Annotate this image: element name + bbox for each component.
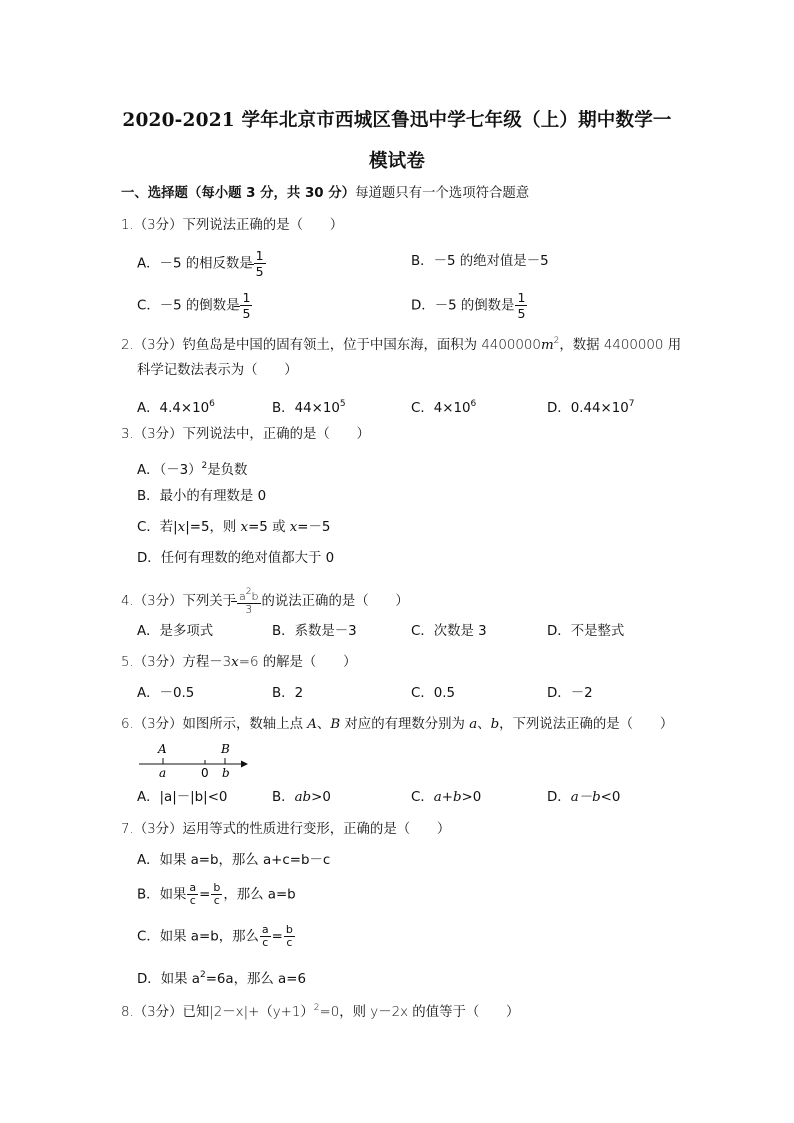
fraction-denominator: c	[286, 936, 293, 949]
q6-sep2: 、	[477, 717, 491, 732]
q8-stem-text-post: =0，则 y－2x 的值等于（ ）	[319, 1005, 520, 1020]
fraction-numerator: 1	[242, 290, 251, 305]
q2-unit-exponent: 2	[553, 336, 560, 346]
q2-b-text: B．44×10	[272, 401, 340, 416]
q4-option-a: A．是多项式	[137, 624, 214, 639]
q4-stem-text: 4.（3分）下列关于	[121, 594, 237, 609]
q6-point-a: A	[307, 717, 317, 732]
q5-option-b: B．2	[272, 686, 304, 701]
exam-title-line1: 2020-2021 学年北京市西城区鲁迅中学七年级（上）期中数学一	[122, 110, 672, 131]
fraction-denominator: 5	[255, 264, 264, 279]
q7-b-fraction-left	[187, 882, 198, 907]
q5-option-c: C．0.5	[411, 686, 456, 701]
q2-d-exponent: 7	[628, 399, 635, 409]
q7-b-text: B．如果	[137, 887, 187, 903]
q7-option-a: A．如果 a=b，那么 a+c=b－c	[137, 853, 331, 868]
number-line-label-B: B	[221, 742, 230, 756]
q7-option-c	[137, 924, 296, 949]
q2-c-exponent: 6	[470, 399, 477, 409]
q6-option-b	[272, 788, 331, 808]
q3-a-text: A．（－3）	[137, 463, 202, 478]
q7-c-text: C．如果 a=b，那么	[137, 929, 259, 945]
q4-option-c: C．次数是 3	[411, 624, 487, 639]
q3-option-d: D．任何有理数的绝对值都大于 0	[137, 551, 335, 566]
q2-c-text: C．4×10	[411, 401, 471, 416]
fraction-numerator: 1	[255, 248, 264, 263]
q1-option-b: B．－5 的绝对值是－5	[411, 254, 549, 269]
q3-option-a	[137, 456, 247, 481]
exam-title-line2: 模试卷	[368, 151, 426, 172]
q2-b-exponent: 5	[339, 399, 346, 409]
q2-d-text: D．0.44×10	[547, 401, 629, 416]
fraction-denominator: 5	[242, 306, 251, 321]
q6-d-var: a－b	[570, 790, 601, 805]
q6-stem-text: 6.（3分）如图所示，数轴上点	[121, 717, 308, 732]
fraction-denominator: c	[189, 894, 196, 907]
q1-d-fraction	[515, 290, 527, 321]
q3-c-text2: |=5，则	[185, 520, 241, 535]
q7-c-equals: =	[271, 929, 283, 945]
q6-stem-text2: 对应的有理数分别为	[340, 717, 470, 732]
q5-option-a: A．－0.5	[137, 686, 195, 701]
q1-option-d	[411, 290, 528, 321]
q3-c-var: x	[177, 520, 186, 535]
q4-stem	[121, 586, 409, 616]
q7-b-equals: =	[199, 887, 211, 903]
fraction-numerator: 1	[517, 290, 526, 305]
q2-stem-text-post: ，数据 4400000 用	[559, 338, 682, 353]
q1-d-text: D．－5 的倒数是	[411, 298, 515, 314]
q6-d-post: <0	[600, 790, 621, 805]
q8-stem	[121, 998, 519, 1023]
q3-a-text-post: 是负数	[207, 463, 248, 478]
q3-stem: 3.（3分）下列说法中，正确的是（ ）	[121, 427, 370, 442]
fraction-numerator: b	[213, 881, 221, 894]
section-heading-main: 一、选择题（每小题 3 分，共 30 分）	[121, 186, 356, 201]
number-line-tick-label-a: a	[159, 766, 167, 780]
number-line-arrow-icon	[241, 761, 248, 768]
q1-c-fraction	[240, 290, 252, 321]
section-heading	[121, 184, 529, 204]
q7-d-exponent: 2	[199, 970, 206, 980]
q6-d-prefix: D．	[547, 790, 571, 805]
fraction-numerator	[237, 586, 260, 603]
q6-c-prefix: C．	[411, 790, 434, 805]
q8-exponent: 2	[313, 1003, 320, 1013]
q6-option-a: A．|a|－|b|<0	[137, 790, 228, 805]
q6-var-a: a	[469, 717, 478, 732]
fraction-numerator: a	[189, 881, 197, 894]
q7-stem: 7.（3分）运用等式的性质进行变形，正确的是（ ）	[121, 822, 451, 837]
q2-a-exponent: 6	[209, 399, 215, 409]
q4-option-b: B．系数是－3	[272, 624, 357, 639]
q2-stem-text: 2.（3分）钓鱼岛是中国的固有领土，位于中国东海，面积为 4400000	[121, 338, 541, 353]
q2-option-d	[547, 394, 635, 419]
q3-option-c	[137, 518, 330, 538]
q6-option-c	[411, 788, 481, 808]
q1-option-a	[137, 248, 267, 279]
q7-d-text: D．如果 a	[137, 972, 200, 987]
fraction-numerator: b	[285, 923, 293, 936]
q1-option-c	[137, 290, 253, 321]
q6-option-d	[547, 788, 620, 808]
q5-stem-text-post: =6 的解是（ ）	[238, 655, 357, 670]
q2-stem-line1	[121, 331, 681, 356]
q6-b-prefix: B．	[272, 790, 295, 805]
q7-option-b	[137, 882, 296, 907]
q5-option-d: D．－2	[547, 686, 593, 701]
q3-a-exponent: 2	[201, 461, 208, 471]
q3-option-b: B．最小的有理数是 0	[137, 489, 267, 504]
q7-c-fraction-right	[284, 924, 295, 949]
fraction-denominator: c	[262, 936, 269, 949]
q3-c-var2: x	[240, 520, 249, 535]
q4-option-d: D．不是整式	[547, 624, 625, 639]
fraction-denominator: c	[213, 894, 220, 907]
q6-var-b: b	[490, 717, 500, 732]
q7-b-fraction-right	[211, 882, 222, 907]
q6-c-post: >0	[461, 790, 482, 805]
q6-c-var: a+b	[433, 790, 462, 805]
q1-c-text: C．－5 的倒数是	[137, 298, 240, 314]
q4-num-a: a	[239, 590, 246, 603]
number-line-tick-label-b: b	[222, 766, 230, 780]
q6-stem-text3: ，下列说法正确的是（ ）	[499, 717, 674, 732]
q7-option-d	[137, 965, 306, 990]
q1-a-text: A．－5 的相反数是	[137, 256, 253, 272]
q6-b-var: ab	[294, 790, 312, 805]
number-line-tick-label-0: 0	[201, 766, 209, 780]
q2-option-c	[411, 394, 476, 419]
q1-a-fraction	[254, 248, 266, 279]
q2-option-a	[137, 394, 215, 419]
q7-b-text-post: ，那么 a=b	[223, 887, 296, 903]
q2-unit: m	[540, 338, 554, 353]
fraction-denominator: 5	[517, 306, 526, 321]
q4-stem-text-post: 的说法正确的是（ ）	[261, 594, 409, 609]
q3-c-text: C．若|	[137, 520, 178, 535]
q4-fraction	[237, 586, 260, 616]
section-heading-note: 每道题只有一个选项符合题意	[355, 186, 530, 201]
q6-stem	[121, 715, 673, 735]
q6-b-post: >0	[311, 790, 331, 805]
q3-c-text3: =5 或	[248, 520, 290, 535]
q5-stem	[121, 653, 356, 673]
number-line-label-A: A	[158, 742, 167, 756]
q6-point-b: B	[330, 717, 341, 732]
q7-d-text-post: =6a，那么 a=6	[205, 972, 307, 987]
q5-stem-text: 5.（3分）方程－3	[121, 655, 232, 670]
q2-a-text: A．4.4×10	[137, 401, 210, 416]
q7-c-fraction-left	[260, 924, 271, 949]
q1-stem: 1.（3分）下列说法正确的是（ ）	[121, 218, 344, 233]
fraction-numerator: a	[261, 923, 269, 936]
q4-num-exponent: 2	[245, 587, 252, 597]
q3-c-text4: =－5	[297, 520, 331, 535]
q2-option-b	[272, 394, 346, 419]
q5-var: x	[231, 655, 239, 670]
q3-c-var3: x	[289, 520, 298, 535]
fraction-denominator: 3	[245, 603, 253, 616]
number-line-figure	[137, 740, 257, 780]
q4-num-b: b	[251, 590, 259, 603]
q2-stem-line2: 科学记数法表示为（ ）	[137, 363, 298, 378]
q8-stem-text: 8.（3分）已知|2－x|+（y+1）	[121, 1005, 314, 1020]
q6-sep: 、	[316, 717, 331, 732]
